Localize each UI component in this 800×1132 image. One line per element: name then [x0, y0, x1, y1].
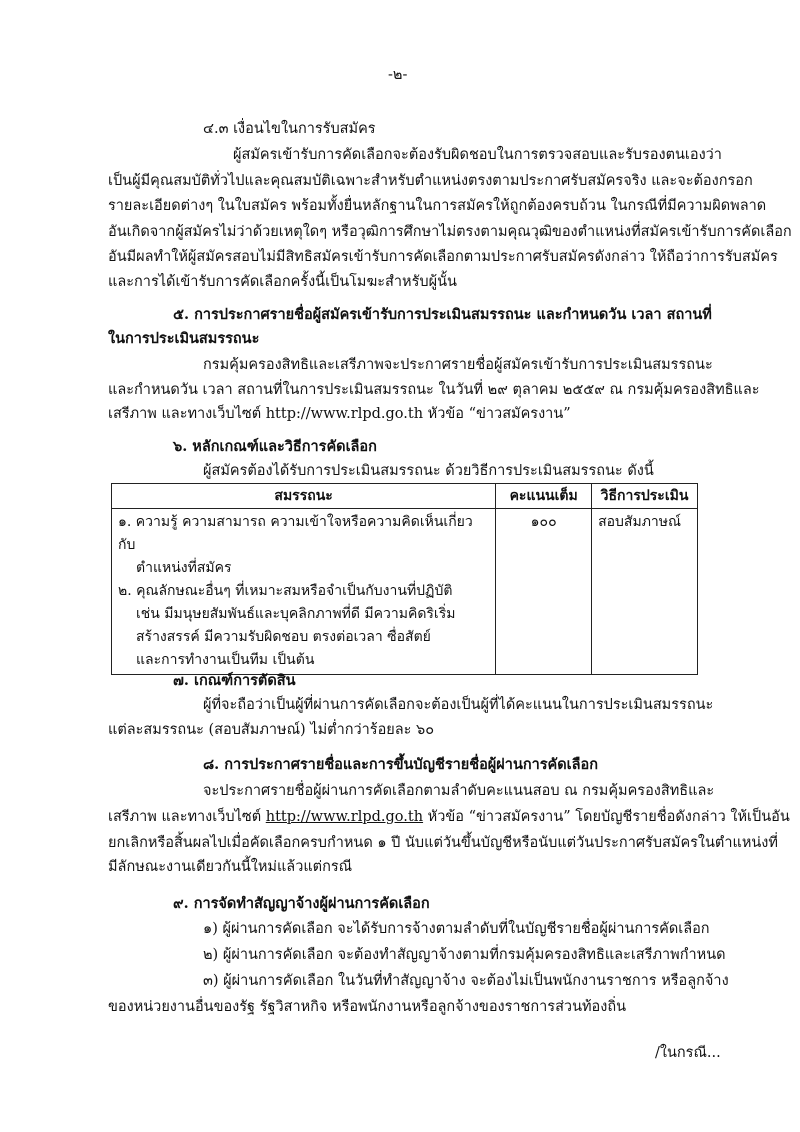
section-5-line: และกำหนดวัน เวลา สถานที่ในการประเมินสมรรถนะ ในวันที่ ๒๙ ตุลาคม ๒๕๕๙ ณ กรมคุ้มครองสิทธิและ — [108, 382, 760, 398]
website-link[interactable]: http://www.rlpd.go.th — [265, 809, 424, 825]
competency-line: ๑. ความรู้ ความสามารถ ความเข้าใจหรือความคิดเห็นเกี่ยวกับ — [118, 514, 473, 553]
section-5-heading: ๕. การประกาศรายชื่อผู้สมัครเข้ารับการประเมินสมรรถนะ และกำหนดวัน เวลา สถานที่ — [173, 306, 712, 323]
table-row — [112, 509, 698, 675]
section-4-3-line: อันเกิดจากผู้สมัครไม่ว่าด้วยเหตุใดๆ หรือวุฒิการศึกษาไม่ตรงตามคุณวุฒิของตำแหน่งที่สมัครเข้ารับการคัดเลือก — [108, 224, 792, 240]
section-8-line — [108, 806, 790, 828]
page-number: -๒- — [388, 67, 408, 83]
section-9-heading: ๙. การจัดทำสัญญาจ้างผู้ผ่านการคัดเลือก — [173, 895, 430, 912]
table-header: คะแนนเต็ม — [496, 484, 592, 509]
section-8-text: หัวข้อ “ข่าวสมัครงาน” โดยบัญชีรายชื่อดังกล่าว ให้เป็นอัน — [423, 809, 790, 825]
section-4-3-line: และการได้เข้ารับการคัดเลือกครั้งนี้เป็นโมฆะสำหรับผู้นั้น — [108, 274, 457, 290]
section-8-heading: ๘. การประกาศรายชื่อและการขึ้นบัญชีรายชื่อผู้ผ่านการคัดเลือก — [203, 756, 599, 773]
section-7-line: แต่ละสมรรถนะ (สอบสัมภาษณ์) ไม่ต่ำกว่าร้อยละ ๖๐ — [108, 722, 435, 738]
continuation-note: /ในกรณี... — [655, 1045, 721, 1061]
section-8-line: มีลักษณะงานเดียวกันนี้ใหม่แล้วแต่กรณี — [108, 859, 353, 875]
competency-cell — [112, 509, 496, 675]
section-4-3-line: เป็นผู้มีคุณสมบัติทั่วไปและคุณสมบัติเฉพาะสำหรับตำแหน่งตรงตามประกาศรับสมัครจริง และจะต้องกรอก — [108, 173, 753, 189]
section-4-3-line: ผู้สมัครเข้ารับการคัดเลือกจะต้องรับผิดชอบในการตรวจสอบและรับรองตนเองว่า — [233, 147, 722, 163]
section-4-3-line: อันมีผลทำให้ผู้สมัครสอบไม่มีสิทธิสมัครเข้ารับการคัดเลือกตามประกาศรับสมัครดังกล่าว ให้ถือว่าการรับสมัคร — [108, 249, 778, 265]
method-cell: สอบสัมภาษณ์ — [592, 509, 698, 675]
section-9-line: ๓) ผู้ผ่านการคัดเลือก ในวันที่ทำสัญญาจ้าง จะต้องไม่เป็นพนักงานราชการ หรือลูกจ้าง — [203, 973, 729, 989]
section-5-line: เสรีภาพ และทางเว็บไซต์ http://www.rlpd.go.th หัวข้อ “ข่าวสมัครงาน” — [108, 406, 571, 422]
section-5-heading-cont: ในการประเมินสมรรถนะ — [108, 330, 260, 347]
section-4-3-heading: ๔.๓ เงื่อนไขในการรับสมัคร — [203, 121, 376, 137]
section-9-line: ๒) ผู้ผ่านการคัดเลือก จะต้องทำสัญญาจ้างตามที่กรมคุ้มครองสิทธิและเสรีภาพกำหนด — [203, 947, 726, 963]
section-8-line: ยกเลิกหรือสิ้นผลไปเมื่อคัดเลือกครบกำหนด ๑ ปี นับแต่วันขึ้นบัญชีหรือนับแต่วันประกาศรับสมัครในตำแหน่งที่ — [108, 835, 778, 851]
section-9-line: ของหน่วยงานอื่นของรัฐ รัฐวิสาหกิจ หรือพนักงานหรือลูกจ้างของราชการส่วนท้องถิ่น — [108, 999, 627, 1015]
table-header: สมรรถนะ — [112, 484, 496, 509]
criteria-table — [111, 483, 698, 675]
section-8-line: จะประกาศรายชื่อผู้ผ่านการคัดเลือกตามลำดับคะแนนสอบ ณ กรมคุ้มครองสิทธิและ — [203, 783, 715, 799]
table-header: วิธีการประเมิน — [592, 484, 698, 509]
section-5-line: กรมคุ้มครองสิทธิและเสรีภาพจะประกาศรายชื่อผู้สมัครเข้ารับการประเมินสมรรถนะ — [203, 357, 713, 373]
competency-line: และการทำงานเป็นทีม เป็นต้น — [136, 652, 315, 668]
section-6-heading: ๖. หลักเกณฑ์และวิธีการคัดเลือก — [173, 438, 377, 455]
score-cell: ๑๐๐ — [496, 509, 592, 675]
table-header-row — [112, 484, 698, 509]
competency-line: ๒. คุณลักษณะอื่นๆ ที่เหมาะสมหรือจำเป็นกับงานที่ปฏิบัติ — [118, 583, 453, 599]
section-6-intro: ผู้สมัครต้องได้รับการประเมินสมรรถนะ ด้วยวิธีการประเมินสมรรถนะ ดังนี้ — [203, 463, 654, 479]
competency-line: สร้างสรรค์ มีความรับผิดชอบ ตรงต่อเวลา ซื่อสัตย์ — [136, 629, 431, 645]
section-4-3-line: รายละเอียดต่างๆ ในใบสมัคร พร้อมทั้งยื่นหลักฐานในการสมัครให้ถูกต้องครบถ้วน ในกรณีที่มีความผิดพลาด — [108, 198, 767, 214]
section-9-line: ๑) ผู้ผ่านการคัดเลือก จะได้รับการจ้างตามลำดับที่ในบัญชีรายชื่อผู้ผ่านการคัดเลือก — [203, 921, 710, 937]
competency-line: ตำแหน่งที่สมัคร — [136, 560, 232, 576]
section-7-line: ผู้ที่จะถือว่าเป็นผู้ที่ผ่านการคัดเลือกจะต้องเป็นผู้ที่ได้คะแนนในการประเมินสมรรถนะ — [203, 697, 714, 713]
competency-line: เช่น มีมนุษยสัมพันธ์และบุคลิกภาพที่ดี มีความคิดริเริ่ม — [136, 606, 456, 622]
section-7-heading: ๗. เกณฑ์การตัดสิน — [173, 672, 296, 689]
section-8-text: เสรีภาพ และทางเว็บไซต์ — [108, 809, 266, 825]
